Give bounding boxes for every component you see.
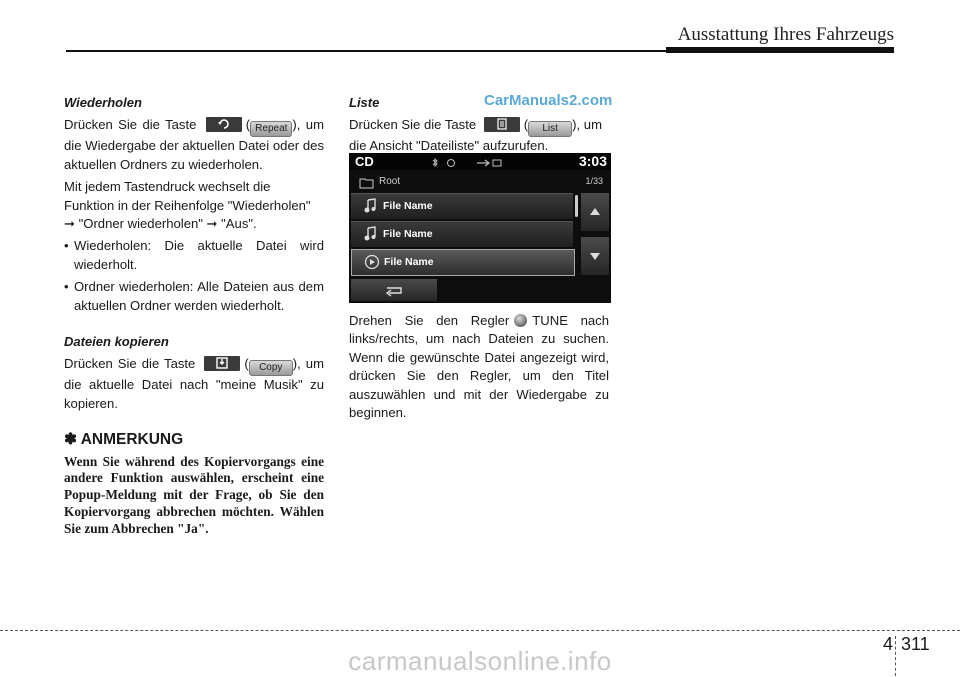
status-icons xyxy=(431,156,511,174)
copy-heading: Dateien kopieren xyxy=(64,334,169,350)
source-label: CD xyxy=(355,154,374,169)
chapter-number: 4 xyxy=(883,634,894,654)
note-heading: ✽ ANMERKUNG xyxy=(64,431,184,449)
file-row[interactable]: File Name xyxy=(351,221,573,247)
file-count: 1/33 xyxy=(585,176,603,186)
list-paragraph: Drücken Sie die Taste ( List ), um die Ansicht "Dateiliste" aufzurufen. xyxy=(349,117,602,154)
status-bar xyxy=(349,153,611,170)
repeat-text-pre: Drücken Sie die Taste xyxy=(64,117,197,133)
scrollbar[interactable] xyxy=(575,195,578,217)
repeat-bullet-2: • Ordner wiederholen: Alle Dateien aus dem aktuellen Ordner werden wiederholt. xyxy=(64,279,324,313)
tune-column xyxy=(349,312,609,426)
copy-label-button: Copy xyxy=(249,360,293,376)
play-icon xyxy=(364,254,380,270)
repeat-label-button: Repeat xyxy=(250,121,292,137)
header-title: Ausstattung Ihres Fahrzeugs xyxy=(677,24,894,45)
cd-file-list-screen xyxy=(349,153,611,303)
repeat-button-icon xyxy=(206,117,242,132)
repeat-sequence-paragraph: Mit jedem Tastendruck wechselt die Funktion in der Reihenfolge "Wiederholen" ➞ "Ordner wiederholen" ➞ "Aus". xyxy=(64,179,311,232)
footer-rule xyxy=(0,630,960,631)
triangle-down-icon xyxy=(581,237,609,275)
note-body: Wenn Sie während des Kopiervorgangs eine andere Funktion auswählen, erscheint eine Popup-Meldung mit der Frage, ob Sie den Kopiervorgang abbrechen möchten. Wählen Sie zum Abbrechen "Ja". xyxy=(64,453,324,536)
page-number: 311 xyxy=(901,634,930,654)
scroll-down-button[interactable] xyxy=(581,237,609,275)
folder-icon xyxy=(359,177,375,189)
file-row-selected[interactable]: File Name xyxy=(351,249,575,276)
scroll-up-button[interactable] xyxy=(581,193,609,231)
copy-paragraph: Drücken Sie die Taste ( Copy ), um die aktuelle Datei nach "meine Musik" zu kopieren. xyxy=(64,356,324,411)
watermark-bottom[interactable]: carmanualsonline.info xyxy=(348,646,612,676)
repeat-paragraph: Drücken Sie die Taste ( Repeat ), um die Wiedergabe der aktuellen Datei oder des aktuellen Ordners zu wiederholen. xyxy=(64,117,324,172)
music-note-icon xyxy=(363,198,377,214)
back-arrow-icon xyxy=(351,279,437,301)
clock: 3:03 xyxy=(578,153,607,169)
right-column xyxy=(349,94,609,160)
watermark-top[interactable]: CarManuals2.com xyxy=(484,92,613,109)
back-button[interactable] xyxy=(351,279,437,301)
left-column xyxy=(64,94,324,537)
list-label-button: List xyxy=(528,121,572,137)
copy-button-icon xyxy=(204,356,240,371)
list-button-icon xyxy=(484,117,520,132)
repeat-bullet-1: • Wiederholen: Die aktuelle Datei wird wiederholt. xyxy=(64,238,324,272)
file-row[interactable]: File Name xyxy=(351,193,573,219)
folder-name: Root xyxy=(379,176,401,187)
music-note-icon xyxy=(363,226,377,242)
list-heading: Liste xyxy=(349,95,380,110)
repeat-heading: Wiederholen xyxy=(64,95,142,110)
tune-knob-icon xyxy=(514,314,527,327)
header-rule-thick xyxy=(666,47,894,53)
triangle-up-icon xyxy=(581,193,609,231)
repeat-text-post: um die Wiedergabe der aktuellen Datei oder des aktuellen Ordners zu wiederholen. xyxy=(64,117,324,172)
folder-path xyxy=(357,175,609,191)
tune-paragraph: Drehen Sie den Regler TUNE nach links/rechts, um nach Dateien zu suchen. Wenn die gewünschte Datei angezeigt wird, drücken Sie den Regler, um den Titel auszuwählen und mit der Wiedergabe zu beginnen. xyxy=(349,313,609,421)
